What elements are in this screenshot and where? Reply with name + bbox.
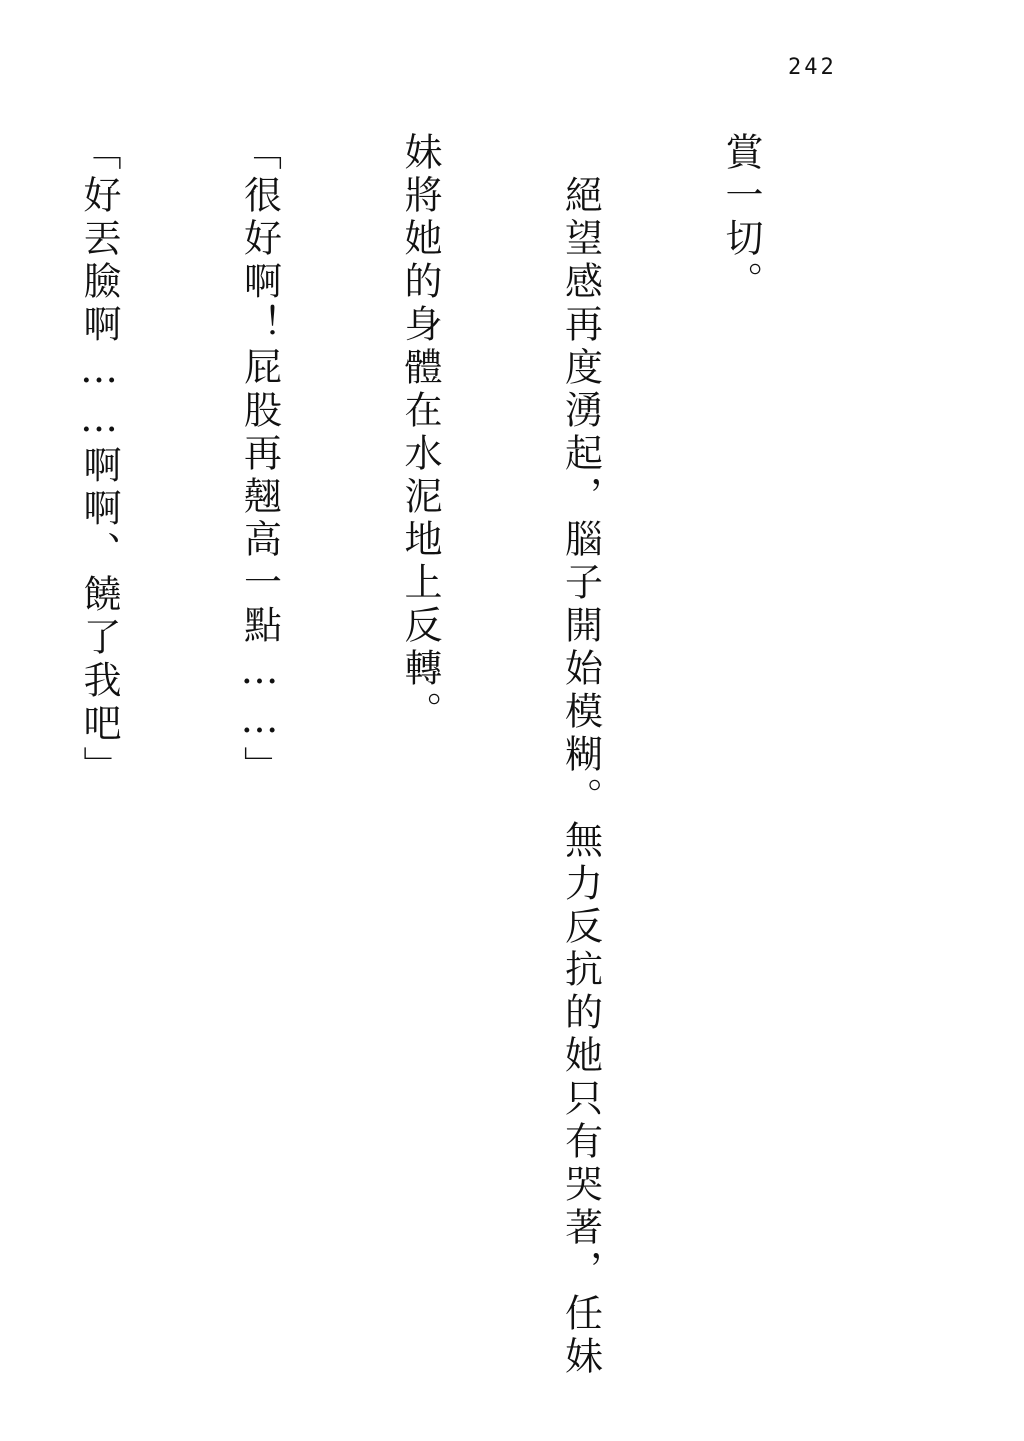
text-column: 妹將她的身體在水泥地上反轉。 (398, 132, 442, 734)
text-column: 絕望感再度湧起，腦子開始模糊。無力反抗的她只有哭著，任妹 (558, 132, 603, 1379)
vertical-text-body (0, 132, 874, 1379)
text-column: 賞一切。 (719, 132, 763, 304)
dialogue-column: 「好丟臉啊……啊啊、饒了我吧」 (77, 132, 121, 789)
dialogue-column: 「很好啊！屁股再翹高一點……」 (237, 132, 282, 789)
page-number: 242 (788, 55, 837, 80)
